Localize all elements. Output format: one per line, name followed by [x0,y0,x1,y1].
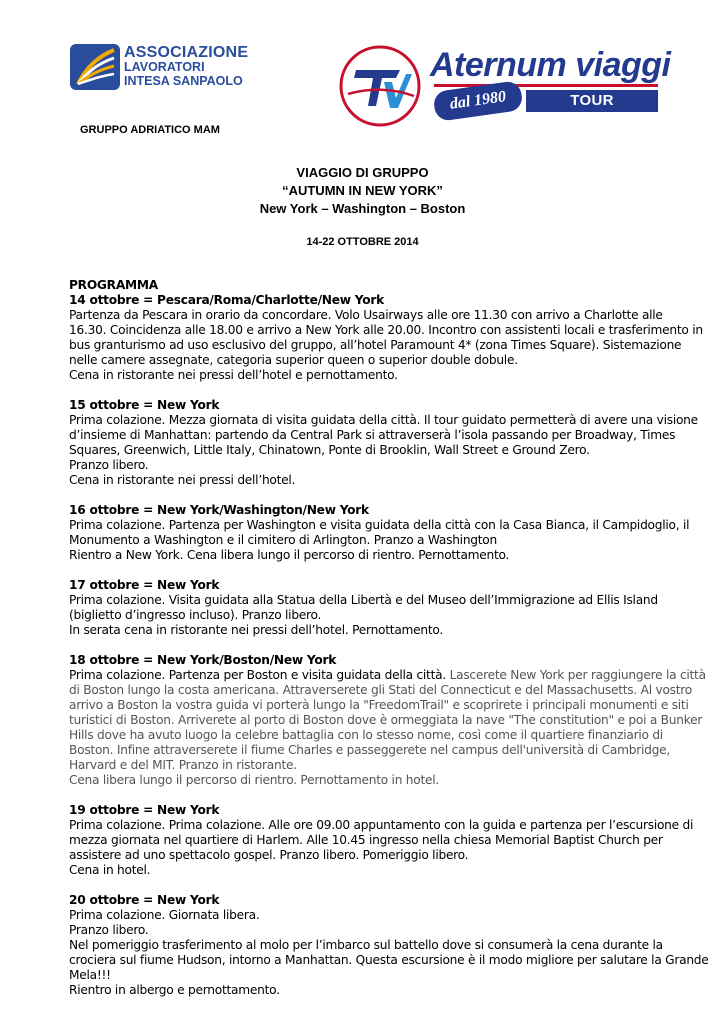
logo-line-3: INTESA SANPAOLO [124,74,243,88]
day-text: Prima colazione. Prima colazione. Alle ore 09.00 appuntamento con la guida e partenza per l’escursione di [69,818,694,832]
day-text: Prima colazione. Visita guidata alla Statua della Libertà e del Museo dell’Immigrazione ad Ellis Island [69,593,658,607]
day-block [69,803,694,878]
wings-emblem-icon [70,44,120,90]
day-text: Squares, Greenwich, Little Italy, Chinatown, Ponte di Brooklin, Wall Street e Ground Zero. [69,443,590,457]
day-title: 14 ottobre = Pescara/Roma/Charlotte/New York [69,293,384,307]
trip-dates: 14-22 OTTOBRE 2014 [306,236,419,248]
day-text: (biglietto d’ingresso incluso). Pranzo libero. [69,608,322,622]
day-text: Nel pomeriggio trasferimento al molo per l’imbarco sul battello dove si consumerà la cena durante la [69,938,663,952]
day-title: 17 ottobre = New York [69,578,220,592]
day-block [69,893,709,998]
day-block [69,293,703,383]
day-text: Pranzo libero. [69,923,149,937]
since-badge: dal 1980 [432,80,523,122]
day-text: Rientro a New York. Cena libera lungo il percorso di rientro. Pernottamento. [69,548,510,562]
day-text: Mela!!! [69,968,111,982]
tour-operator-tag: TOUR OPERATOR [526,90,658,112]
day-text: Prima colazione. Giornata libera. [69,908,260,922]
brand-name: Aternum viaggi [430,46,671,84]
day-lead: Prima colazione. Partenza per Boston e visita guidata della città. [69,668,446,682]
day-block [69,503,690,563]
day-title: 16 ottobre = New York/Washington/New York [69,503,369,517]
associazione-logo [70,44,270,92]
logo-line-2: LAVORATORI [124,60,205,74]
tav-circle-icon [338,44,422,128]
trip-title [0,164,725,218]
title-line-2: “AUTUMN IN NEW YORK” [282,183,443,198]
title-line-1: VIAGGIO DI GRUPPO [296,165,429,180]
day-text: bus granturismo ad uso esclusivo del gruppo, all’hotel Paramount 4* (zona Times Square). Sistemazione [69,338,682,352]
logo-line-1: ASSOCIAZIONE [124,44,249,61]
day-text: mezza giornata nel quartiere di Harlem. Alle 10.45 ingresso nella chiesa Memorial Baptist Church per [69,833,663,847]
day-title: 20 ottobre = New York [69,893,220,907]
day-text: nelle camere assegnate, categoria superior queen o superior double dobule. [69,353,518,367]
day-text: Monumento a Washington e il cimitero di Arlington. Pranzo a Washington [69,533,497,547]
day-text: di Boston lungo la costa americana. Attraverserete gli Stati del Connecticut e del Massachusetts. Al vostro [69,683,692,697]
day-text-lead [69,668,706,683]
day-text: Cena libera lungo il percorso di rientro. Pernottamento in hotel. [69,773,440,787]
program-heading: PROGRAMMA [69,278,158,292]
day-text: Cena in ristorante nei pressi dell’hotel. [69,473,296,487]
day-text: Prima colazione. Mezza giornata di visita guidata della città. Il tour guidato permetterà di avere una visione [69,413,698,427]
day-text: turistici di Boston. Arriverete al porto di Boston dove è ormeggiata la nave "The constitution" e poi a Bunker [69,713,703,727]
day-text: Hills dove ha avuto luogo la celebre battaglia con lo stesso nome, così come il quartiere finanziario di [69,728,663,742]
day-lead-rest: Lascerete New York per raggiungere la città [445,668,706,682]
day-text: Pranzo libero. [69,458,149,472]
day-text: In serata cena in ristorante nei pressi dell’hotel. Pernottamento. [69,623,444,637]
day-text: arrivo a Boston la vostra guida vi porterà lungo la "FreedomTrail" e scoprirete i principali monumenti e siti [69,698,689,712]
day-text: Rientro in albergo e pernottamento. [69,983,280,997]
day-text: Prima colazione. Partenza per Washington e visita guidata della città con la Casa Bianca, il Campidoglio, il [69,518,690,532]
day-block [69,578,669,638]
program [69,278,709,1013]
day-text: Cena in hotel. [69,863,151,877]
day-title: 18 ottobre = New York/Boston/New York [69,653,337,667]
day-text: Boston. Infine attraverserete il fiume Charles e passeggerete nel campus dell'università di Cambridge, [69,743,670,757]
day-text: d’insieme di Manhattan: partendo da Central Park si attraverserà l’isola passando per Broadway, Times [69,428,676,442]
day-title: 15 ottobre = New York [69,398,220,412]
title-line-3: New York – Washington – Boston [259,201,466,216]
day-title: 19 ottobre = New York [69,803,220,817]
day-text: assistere ad uno spettacolo gospel. Pranzo libero. Pomeriggio libero. [69,848,469,862]
day-block [69,653,706,788]
day-block [69,398,698,488]
day-text: 16.30. Coincidenza alle 18.00 e arrivo a New York alle 20.00. Incontro con assistenti locali e trasferimento in [69,323,703,337]
group-name: GRUPPO ADRIATICO MAM [80,124,220,136]
day-text: Partenza da Pescara in orario da concordare. Volo Usairways alle ore 11.30 con arrivo a Charlotte alle [69,308,663,322]
day-text: Cena in ristorante nei pressi dell’hotel e pernottamento. [69,368,398,382]
day-text: crociera sul fiume Hudson, intorno a Manhattan. Questa escursione è il modo migliore per salutare la Grande [69,953,709,967]
day-text: Harvard e del MIT. Pranzo in ristorante. [69,758,297,772]
aternum-logo [338,44,671,131]
